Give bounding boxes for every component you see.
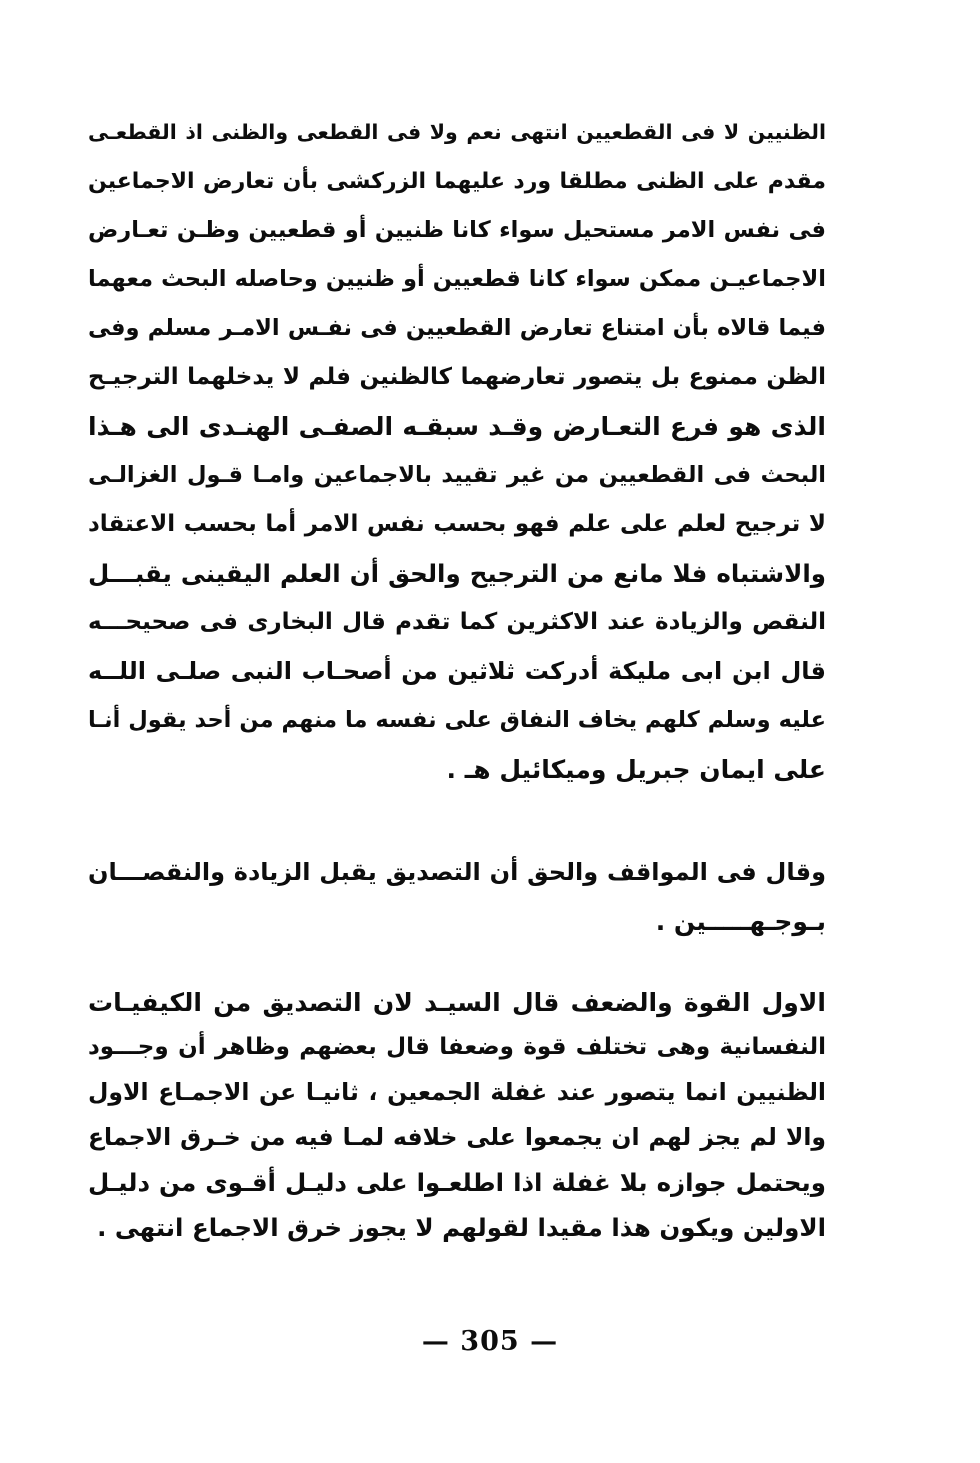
text-line: البحث فى القطعيين من غير تقييد بالاجماعين وامـا قـول الغزالـى bbox=[88, 462, 826, 488]
text-line: لا ترجيح لعلم على علم فهو بحسب نفس الامر أما بحسب الاعتقاد bbox=[88, 511, 826, 537]
text-line: ويحتمل جوازه بلا غفلة اذا اطلعـوا على دليـل أقـوى من دليـل bbox=[88, 1168, 826, 1197]
page-number: — 305 — bbox=[421, 1326, 559, 1357]
text-line: والا لم يجز لهم ان يجمعوا على خلافه لمـا فيه من خـرق الاجماع bbox=[88, 1123, 826, 1151]
text-line: عليه وسلم كلهم يخاف النفاق على نفسه ما منهم من أحد يقول أنـا bbox=[88, 707, 826, 733]
text-line: الاول القوة والضعف قال السيـد لان التصديق من الكيفيـات bbox=[88, 988, 826, 1017]
text-line: النقص والزيادة عند الاكثرين كما تقدم قال البخارى فى صحيحـــه bbox=[88, 609, 826, 635]
paragraph-3 bbox=[88, 980, 826, 1250]
paragraph-1 bbox=[88, 108, 826, 794]
text-line: وقال فى المواقف والحق أن التصديق يقبل الزيادة والنقصـــان bbox=[88, 858, 826, 886]
text-line: النفسانية وهى تختلف قوة وضعفا قال بعضهم وظاهر أن وجـــود bbox=[88, 1034, 826, 1060]
text-line: الظنيين انما يتصور عند غفلة الجمعين ، ثانيـا عن الاجمـاع الاول bbox=[88, 1078, 826, 1106]
text-line: فى نفس الامر مستحيل سواء كانا ظنيين أو قطعيين وظـن تعـارض bbox=[88, 217, 826, 243]
text-line: الظنيين لا فى القطعيين انتهى نعم ولا فى القطعى والظنى اذ القطعـى bbox=[88, 120, 826, 144]
text-line: الذى هو فرع التعـارض وقـد سبقـه الصفـى الهنـدى الى هـذا bbox=[88, 412, 826, 441]
text-line: قال ابن ابى مليكة أدركت ثلاثين من أصحـاب النبى صلـى اللــه bbox=[88, 657, 826, 685]
paragraph-2 bbox=[88, 848, 826, 946]
text-line: الاولين ويكون هذا مقيدا لقولهم لا يجوز خرق الاجماع انتهى . bbox=[97, 1213, 826, 1242]
text-line: بـوجـهـــــين . bbox=[655, 907, 826, 936]
text-line: الاجماعيـن ممكن سواء كانا قطعيين أو ظنيين وحاصله البحث معهما bbox=[88, 266, 826, 292]
text-line: مقدم على الظنى مطلقا ورد عليهما الزركشى بأن تعارض الاجماعين bbox=[88, 169, 826, 194]
text-line: على ايمان جبريل وميكائيل هـ . bbox=[446, 755, 826, 784]
text-line: الظن ممنوع بل يتصور تعارضهما كالظنين فلم لا يدخلهما الترجيـح bbox=[88, 364, 826, 390]
text-line: فيما قالاه بأن امتناع تعارض القطعيين فى نفـس الامـر مسلم وفى bbox=[88, 315, 826, 341]
text-line: والاشتباه فلا مانع من الترجيح والحق أن العلم اليقينى يقبـــل bbox=[88, 559, 826, 588]
